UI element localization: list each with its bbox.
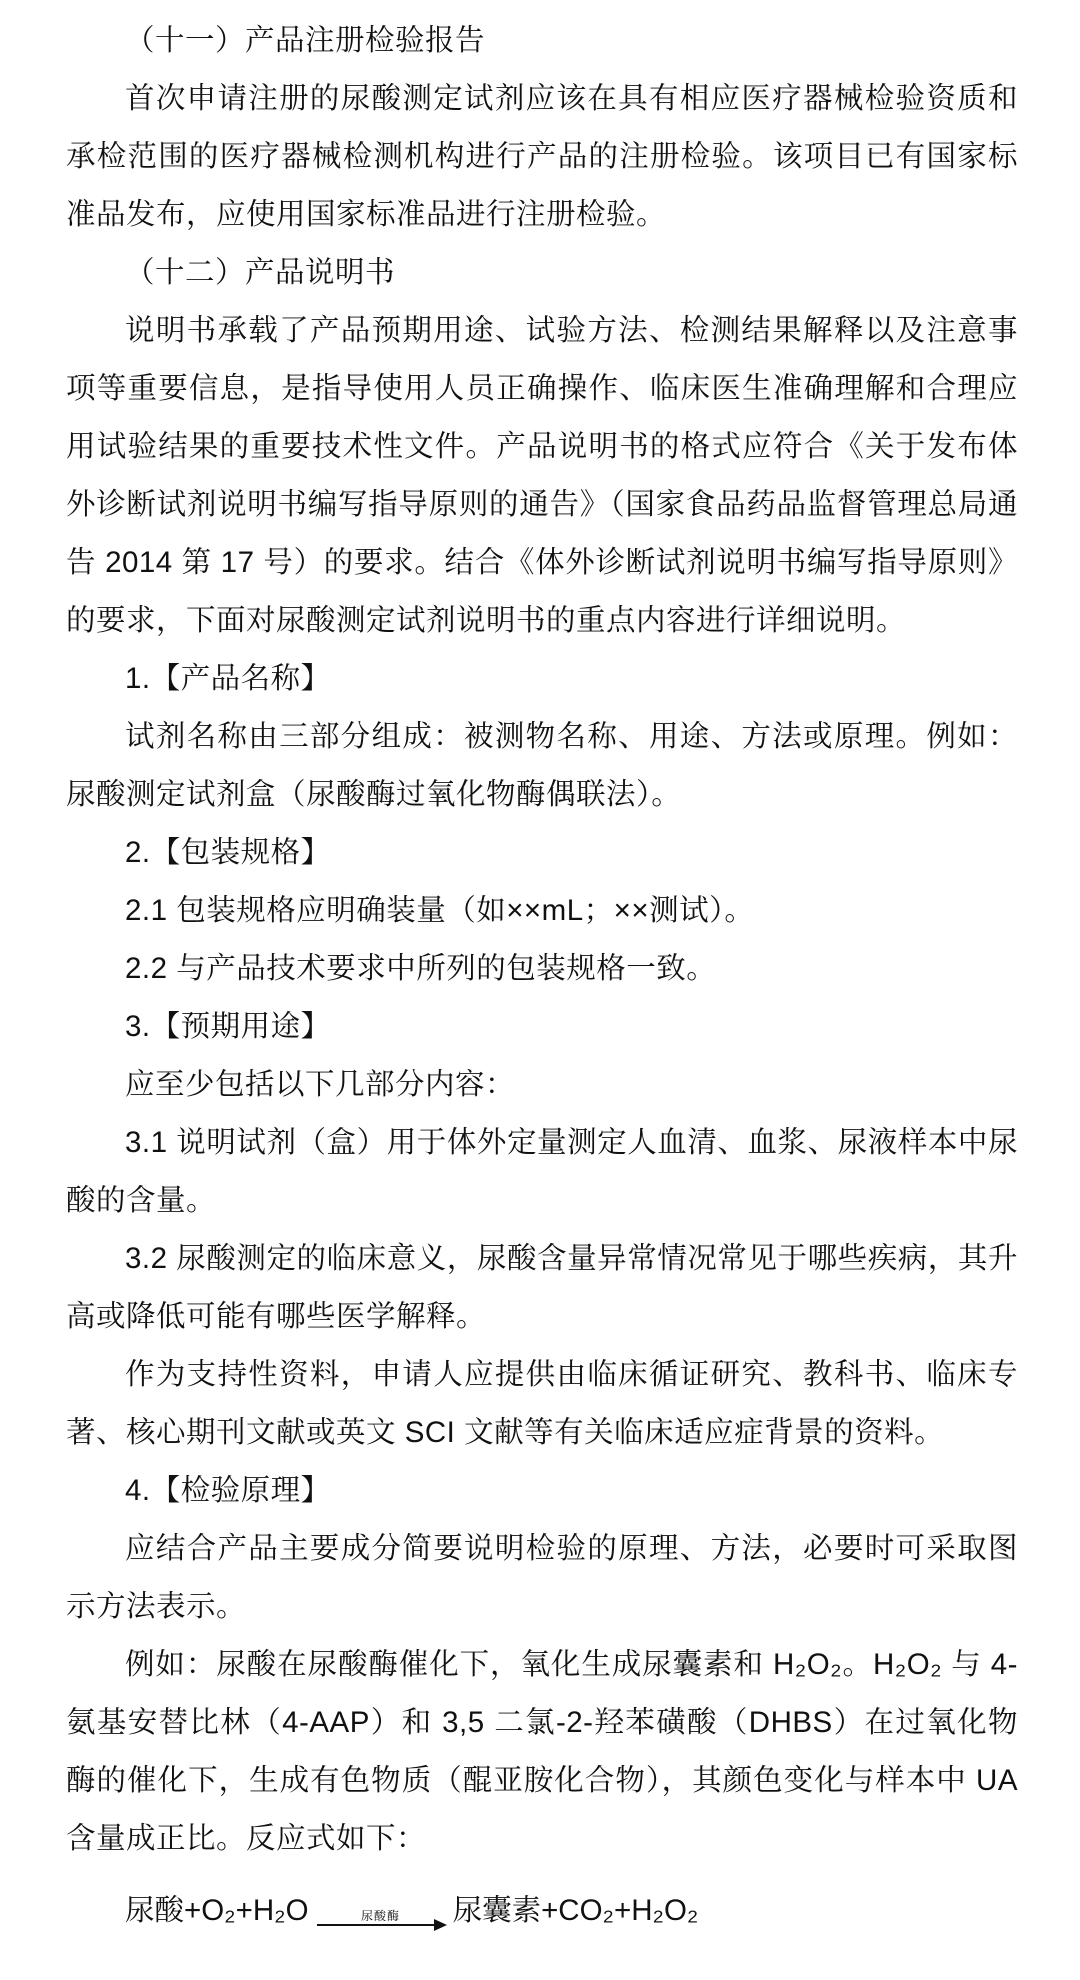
paragraph: 应至少包括以下几部分内容：: [125, 1068, 516, 1101]
paragraph: 说明书承载了产品预期用途、试验方法、检测结果解释以及注意事项等重要信息，是指导使用人员正确操作、临床医生准确理解和合理应用试验结果的重要技术性文件。产品说明书的格式应符合《关于发布体外诊断试剂说明书编写指导原则的通告》（国家食品药品监督管理总局通告 2014 第 17 号）的要求。结合《体外诊断试剂说明书编写指导原则》的要求，下面对尿酸测定试剂说明书的重点内容进行详细说明。: [66, 314, 1018, 637]
section-heading: 1.【产品名称】: [125, 662, 331, 695]
catalyst-label: 尿酸酶: [361, 1908, 401, 1923]
section-heading: 4.【检验原理】: [125, 1474, 331, 1507]
paragraph: 3.1 说明试剂（盒）用于体外定量测定人血清、血浆、尿液样本中尿酸的含量。: [66, 1126, 1018, 1217]
equation-left: 尿酸+O₂+H₂O: [125, 1894, 309, 1927]
paragraph: 应结合产品主要成分简要说明检验的原理、方法，必要时可采取图示方法表示。: [66, 1532, 1018, 1623]
section-heading: 3.【预期用途】: [125, 1010, 331, 1043]
paragraph: 2.1 包装规格应明确装量（如××mL；××测试）。: [125, 894, 755, 927]
reaction-equation: [66, 1882, 1018, 1940]
equation-right: 尿囊素+CO₂+H₂O₂: [452, 1894, 699, 1927]
paragraph: 首次申请注册的尿酸测定试剂应该在具有相应医疗器械检验资质和承检范围的医疗器械检测机构进行产品的注册检验。该项目已有国家标准品发布，应使用国家标准品进行注册检验。: [66, 82, 1018, 231]
paragraph: 3.2 尿酸测定的临床意义，尿酸含量异常情况常见于哪些疾病，其升高或降低可能有哪些医学解释。: [66, 1242, 1018, 1333]
section-heading: 2.【包装规格】: [125, 836, 331, 869]
paragraph: 作为支持性资料，申请人应提供由临床循证研究、教科书、临床专著、核心期刊文献或英文 SCI 文献等有关临床适应症背景的资料。: [66, 1358, 1018, 1449]
document-body: [66, 12, 1018, 1868]
arrow-line: [317, 1924, 445, 1926]
paragraph: 例如：尿酸在尿酸酶催化下，氧化生成尿囊素和 H₂O₂。H₂O₂ 与 4-氨基安替比林（4-AAP）和 3,5 二氯-2-羟苯磺酸（DHBS）在过氧化物酶的催化下，生成有色物质（醌亚胺化合物），其颜色变化与样本中 UA 含量成正比。反应式如下：: [66, 1648, 1018, 1855]
section-heading: （十一）产品注册检验报告: [125, 24, 486, 57]
paragraph: 试剂名称由三部分组成：被测物名称、用途、方法或原理。例如：尿酸测定试剂盒（尿酸酶过氧化物酶偶联法）。: [66, 720, 1018, 811]
paragraph: 2.2 与产品技术要求中所列的包装规格一致。: [125, 952, 717, 985]
section-heading: （十二）产品说明书: [125, 256, 396, 289]
reaction-arrow-icon: [317, 1909, 445, 1926]
